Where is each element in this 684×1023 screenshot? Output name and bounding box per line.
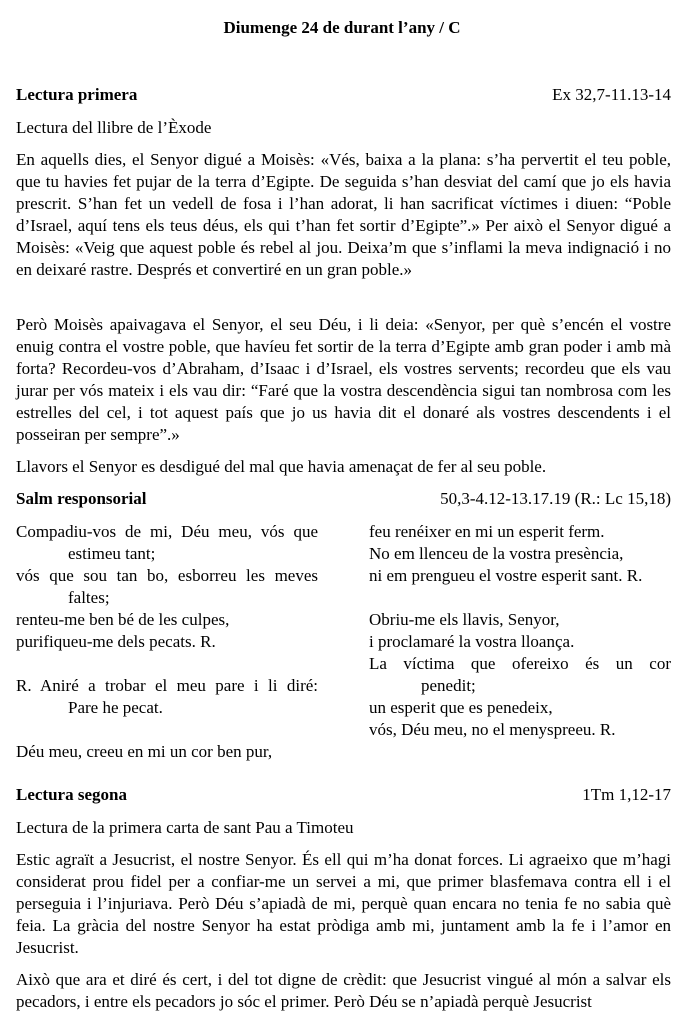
psalm-line: vós que sou tan bo, esborreu les meves	[16, 566, 318, 585]
psalm-line-continuation: penedit;	[421, 676, 476, 695]
psalm-line: feu renéixer en mi un esperit ferm.	[369, 522, 605, 541]
reading1-reference: Ex 32,7-11.13-14	[552, 85, 671, 104]
psalm-stanza	[369, 521, 671, 587]
psalm-line: purifiqueu-me dels pecats. R.	[16, 632, 216, 651]
psalm-line: renteu-me ben bé de les culpes,	[16, 610, 230, 629]
reading1-paragraph: En aquells dies, el Senyor digué a Moisès: «Vés, baixa a la plana: s’ha pervertit el teu poble, que tu havies fet pujar de la terra d’Egipte. De seguida s’han desviat del camí que jo els havia prescrit. S’han fet un vedell de fosa i l’han adorat, li han sacrificat víctimes i diuen: “Poble d’Israel, aquí tens els teus déus, els qui t’han fet sortir d’Egipte”.» Per això el Senyor digué a Moisès: «Veig que aquest poble és rebel al jou. Deixa’m que s’inflami la meva indignació i no en deixaré rastre. Després et convertiré en un gran poble.»	[16, 150, 671, 279]
psalm-stanza	[16, 521, 318, 653]
psalm-line: Obriu-me els llavis, Senyor,	[369, 610, 560, 629]
psalm-stanza	[369, 609, 671, 741]
reading2-paragraph: Estic agraït a Jesucrist, el nostre Senyor. És ell qui m’ha donat forces. Li agraeixo que m’hagi considerat prou fidel per a confiar-me un servei a mi, que primer blasfemava contra ell i el perseguia i l’injuriava. Però Déu s’apiadà de mi, perquè quan encara no tenia fe no sabia què feia. La gràcia del nostre Senyor ha estat pròdiga amb mi, juntament amb la fe i l’amor en Jesucrist.	[16, 850, 671, 957]
psalm-line-continuation: estimeu tant;	[68, 544, 156, 563]
psalm-response	[16, 675, 318, 719]
psalm-left-column	[16, 521, 318, 763]
psalm-response-line: R. Aniré a trobar el meu pare i li diré:	[16, 676, 318, 695]
psalm-response-continuation: Pare he pecat.	[68, 698, 163, 717]
reading2-reference: 1Tm 1,12-17	[582, 785, 671, 804]
psalm-line: ni em prengueu el vostre esperit sant. R.	[369, 566, 643, 585]
reading2-intro: Lectura de la primera carta de sant Pau a Timoteu	[16, 818, 354, 837]
psalm-line: Compadiu-vos de mi, Déu meu, vós que	[16, 522, 318, 541]
reading1-label: Lectura primera	[16, 85, 138, 104]
reading2-header	[16, 784, 671, 806]
reading1-header	[16, 84, 671, 106]
reading2-label: Lectura segona	[16, 785, 127, 804]
reading1-intro: Lectura del llibre de l’Èxode	[16, 118, 212, 137]
psalm-header	[16, 488, 671, 510]
psalm-line: i proclamaré la vostra lloança.	[369, 632, 575, 651]
page-title: Diumenge 24 de durant l’any / C	[223, 18, 461, 37]
psalm-verses	[16, 521, 671, 763]
reading2-paragraph: Això que ara et diré és cert, i del tot digne de crèdit: que Jesucrist vingué al món a salvar els pecadors, i entre els pecadors jo sóc el primer. Però Déu se n’apiadà perquè Jesucrist	[16, 970, 671, 1011]
psalm-line: La víctima que ofereixo és un cor	[369, 654, 671, 673]
psalm-right-column	[369, 521, 671, 763]
psalm-stanza	[16, 741, 318, 763]
psalm-line-continuation: faltes;	[68, 588, 110, 607]
psalm-line: Déu meu, creeu en mi un cor ben pur,	[16, 742, 273, 761]
psalm-line: un esperit que es penedeix,	[369, 698, 553, 717]
psalm-reference: 50,3-4.12-13.17.19 (R.: Lc 15,18)	[440, 489, 671, 508]
psalm-line: No em llenceu de la vostra presència,	[369, 544, 624, 563]
psalm-label: Salm responsorial	[16, 489, 147, 508]
reading1-paragraph: Però Moisès apaivagava el Senyor, el seu Déu, i li deia: «Senyor, per què s’encén el vostre enuig contra el vostre poble, que havíeu fet sortir de la terra d’Egipte amb gran poder i amb mà forta? Recordeu-vos d’Abraham, d’Isaac i d’Israel, els vostres servents; recordeu que els vau jurar per vós mateix i els vau dir: “Faré que la vostra descendència sigui tan nombrosa com les estrelles del cel, i tot aquest país que jo us havia dit el donaré als vostres descendents i el posseiran per sempre”.»	[16, 315, 671, 444]
psalm-line: vós, Déu meu, no el menyspreeu. R.	[369, 720, 616, 739]
reading1-paragraph: Llavors el Senyor es desdigué del mal que havia amenaçat de fer al seu poble.	[16, 457, 547, 476]
